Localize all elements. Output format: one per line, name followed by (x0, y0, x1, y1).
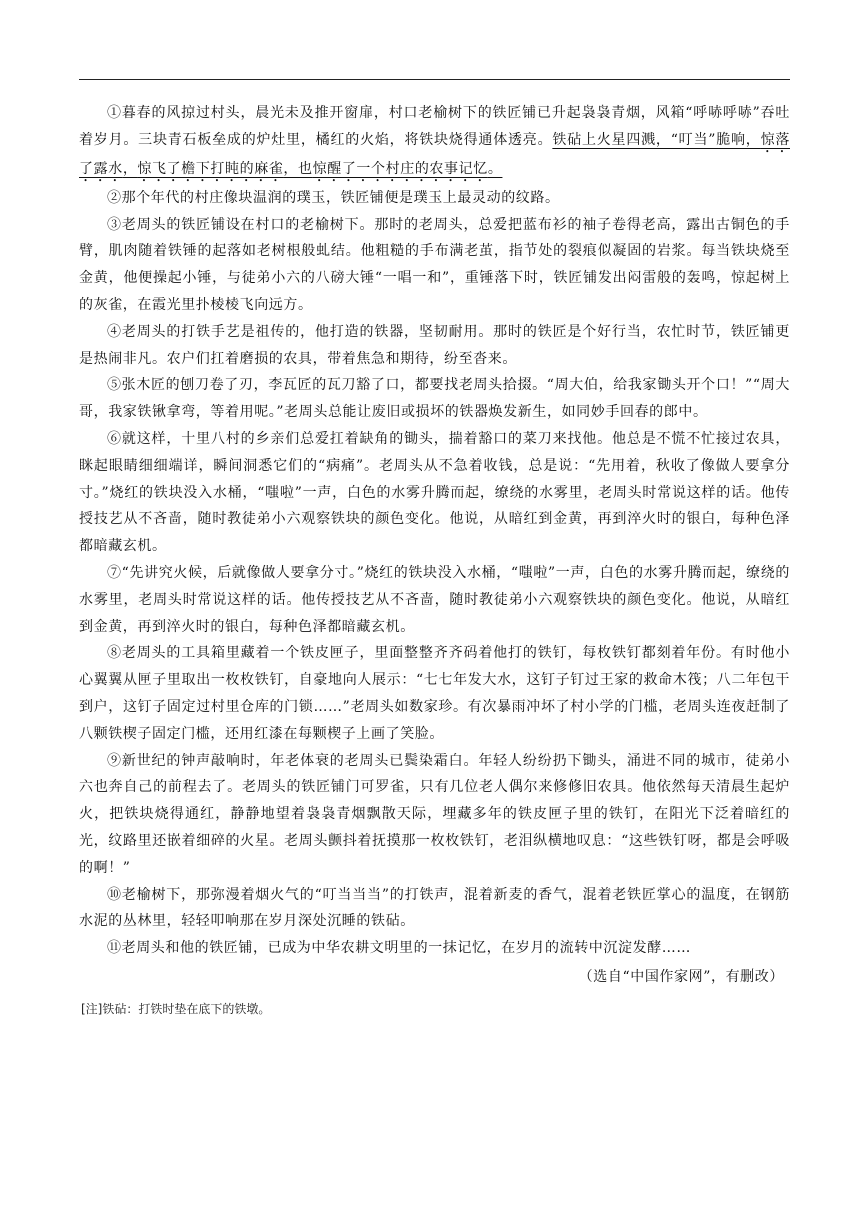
paragraph-3: ③老周头的铁匠铺设在村口的老榆树下。那时的老周头，总爱把蓝布衫的袖子卷得老高，露出古铜色的手臂，肌肉随着铁锤的起落如老树根般虬结。他粗糙的手布满老茧，指节处的裂痕似凝固的岩浆。每当铁块烧至金黄，他便操起小锤，与徒弟小六的八磅大锤“一唱一和”，重锤落下时，铁匠铺发出闷雷般的轰鸣，惊起树上的灰雀，在霞光里扑棱棱飞向远方。 (79, 216, 790, 313)
paragraph-10: ⑩老榆树下，那弥漫着烟火气的“叮当当当”的打铁声，混着新麦的香气，混着老铁匠掌心的温度，在钢筋水泥的丛林里，轻轻叩响那在岁月深处沉睡的铁砧。 (79, 886, 790, 930)
dotted-phrase-2: 惊飞了檐下打盹的麻雀 (137, 160, 284, 177)
underlined-text-3: ，也 (283, 160, 313, 177)
paragraph-6: ⑥就这样，十里八村的乡亲们总爱扛着缺角的锄头，揣着豁口的菜刀来找他。他总是不慌不忙接过农具，眯起眼睛细细端详，瞬间洞悉它们的“病痛”。老周头从不急着收钱，总是说：“先用着，秋收了像做人要拿分寸。”烧红的铁块没入水桶，“嗤啦”一声，白色的水雾升腾而起，缭绕的水雾里，老周头时常说这样的话。他传授技艺从不吝啬，随时教徒弟小六观察铁块的颜色变化。他说，从暗红到金黄，再到淬火时的银白，每种色泽都暗藏玄机。 (79, 430, 790, 555)
footnote: [注]铁砧：打铁时垫在底下的铁墩。 (81, 1001, 271, 1016)
paragraph-2: ②那个年代的村庄像块温润的璞玉，铁匠铺便是璞玉上最灵动的纹路。 (107, 189, 560, 206)
top-rule (79, 79, 790, 80)
dotted-phrase-1: 惊落了露水 (79, 131, 790, 177)
dotted-phrase-3: 惊醒了一个村庄的农事记忆 (312, 160, 488, 177)
paragraph-11: ⑪老周头和他的铁匠铺，已成为中华农耕文明里的一抹记忆，在岁月的流转中沉淀发酵…… (107, 940, 691, 957)
underlined-text-1: 铁砧上火星四溅，“叮当”脆响， (552, 131, 761, 148)
paragraph-7: ⑦“先讲究火候，后就像做人要拿分寸。”烧红的铁块没入水桶，“嗤啦”一声，白色的水雾升腾而起，缭绕的水雾里，老周头时常说这样的话。他传授技艺从不吝啬，随时教徒弟小六观察铁块的颜色变化。他说，从暗红到金黄，再到淬火时的银白，每种色泽都暗藏玄机。 (79, 564, 790, 635)
underlined-text-4: 。 (487, 160, 503, 177)
article-body (79, 100, 790, 1019)
paragraph-5: ⑤张木匠的刨刀卷了刃，李瓦匠的瓦刀豁了口，都要找老周头拾掇。“周大伯，给我家锄头开个口！”“周大哥，我家铁锹拿弯，等着用呢。”老周头总能让废旧或损坏的铁器焕发新生，如同妙手回春的郎中。 (79, 377, 790, 421)
paragraph-1-text: ①暮春的风掠过村头，晨光未及推开窗扉，村口老榆树下的铁匠铺已升起袅袅青烟，风箱“呼哧呼哧”吞吐着岁月。三块青石板垒成的炉灶里，橘红的火焰，将铁块烧得通体透亮。 (79, 105, 790, 148)
paragraph-4: ④老周头的打铁手艺是祖传的，他打造的铁器，坚韧耐用。那时的铁匠是个好行当，农忙时节，铁匠铺更是热闹非凡。农户们扛着磨损的农具，带着焦急和期待，纷至沓来。 (79, 323, 790, 367)
paragraph-8: ⑧老周头的工具箱里藏着一个铁皮匣子，里面整整齐齐码着他打的铁钉，每枚铁钉都刻着年份。有时他小心翼翼从匣子里取出一枚枚铁钉，自豪地向人展示：“七七年发大水，这钉子钉过王家的救命木筏；八二年包干到户，这钉子固定过村里仓库的门锁……”老周头如数家珍。有次暴雨冲坏了村小学的门槛，老周头连夜赶制了八颗铁楔子固定门槛，还用红漆在每颗楔子上画了笑脸。 (79, 645, 790, 742)
paragraph-9: ⑨新世纪的钟声敲响时，年老体衰的老周头已鬓染霜白。年轻人纷纷扔下锄头，涌进不同的城市，徒弟小六也奔自己的前程去了。老周头的铁匠铺门可罗雀，只有几位老人偶尔来修修旧农具。他依然每天清晨生起炉火，把铁块烧得通红，静静地望着袅袅青烟飘散天际，埋藏多年的铁皮匣子里的铁钉，在阳光下泛着暗红的光，纹路里还嵌着细碎的火星。老周头颤抖着抚摸那一枚枚铁钉，老泪纵横地叹息：“这些铁钉呀，都是会呼吸的啊！” (79, 752, 790, 876)
source-citation: （选自“中国作家网”，有删改） (578, 968, 784, 985)
paragraph-1 (79, 100, 790, 185)
underlined-text-2: ， (122, 160, 138, 177)
